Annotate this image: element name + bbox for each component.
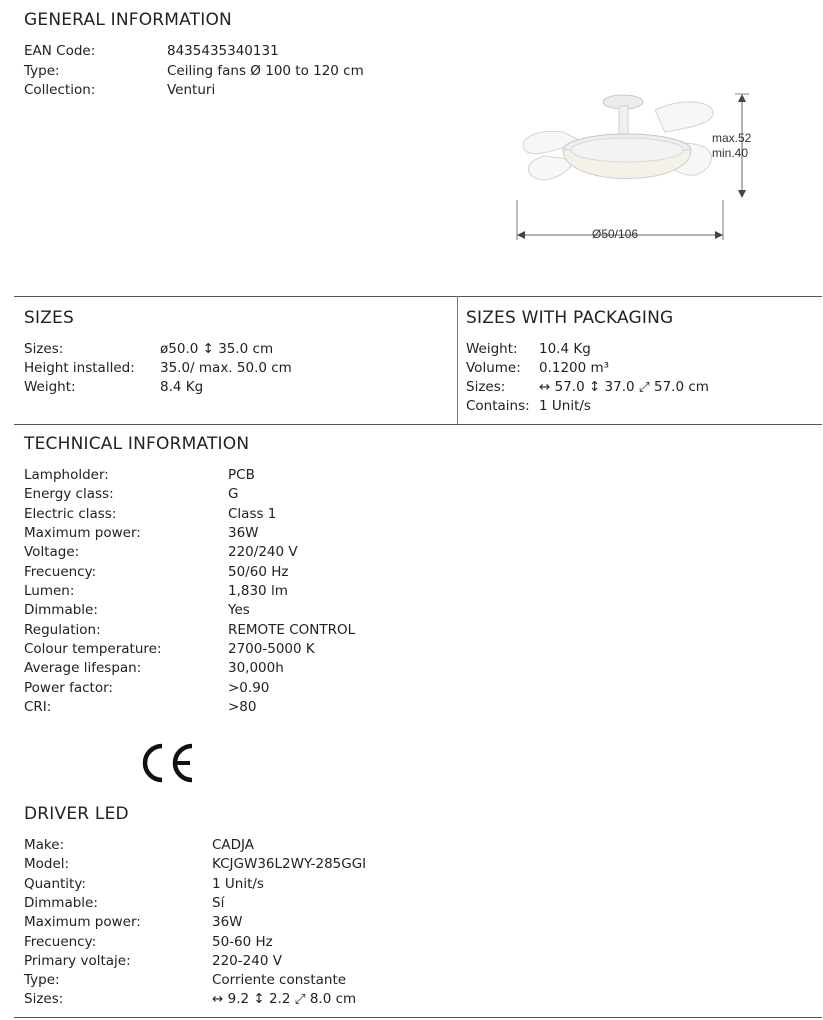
table-row	[466, 359, 806, 378]
row-label: Voltage:	[24, 544, 80, 560]
row-label: Frecuency:	[24, 934, 97, 950]
table-row	[24, 81, 424, 100]
table-row	[24, 485, 444, 504]
row-value: Class 1	[228, 506, 277, 522]
product-dimension-diagram	[505, 88, 765, 248]
row-label: Type:	[24, 63, 60, 79]
row-value: Corriente constante	[212, 972, 347, 988]
row-label: Volume:	[466, 360, 521, 376]
table-row	[24, 340, 444, 359]
row-value: 36W	[228, 525, 259, 541]
row-label: Maximum power:	[24, 914, 141, 930]
row-value: 50/60 Hz	[228, 564, 289, 580]
row-label: EAN Code:	[24, 43, 96, 59]
row-value: CADJA	[212, 837, 255, 853]
height-dimension-label	[712, 131, 751, 161]
row-value: PCB	[228, 467, 255, 483]
table-row	[24, 42, 424, 61]
table-row	[24, 505, 444, 524]
row-label: Colour temperature:	[24, 641, 162, 657]
row-value: 220/240 V	[228, 544, 298, 560]
row-value: 220-240 V	[212, 953, 282, 969]
row-label: Maximum power:	[24, 525, 141, 541]
width-dimension-label: Ø50/106	[592, 227, 639, 241]
row-value: 30,000h	[228, 660, 284, 676]
row-value: Yes	[228, 602, 250, 618]
max-height-label: max.52	[712, 131, 752, 145]
row-value: Ceiling fans Ø 100 to 120 cm	[167, 63, 364, 79]
row-label: Contains:	[466, 398, 530, 414]
row-value: 1 Unit/s	[539, 398, 591, 414]
row-label: Average lifespan:	[24, 660, 142, 676]
row-label: Frecuency:	[24, 564, 97, 580]
table-row	[466, 378, 806, 397]
row-value: Venturi	[167, 82, 216, 98]
row-value: 0.1200 m³	[539, 360, 610, 376]
row-label: Electric class:	[24, 506, 117, 522]
table-row	[24, 990, 444, 1009]
row-label: Energy class:	[24, 486, 114, 502]
row-value: ↔ 57.0 ↕ 37.0 ⤢ 57.0 cm	[539, 379, 709, 395]
table-row	[24, 621, 444, 640]
row-value: G	[228, 486, 239, 502]
table-row	[24, 563, 444, 582]
table-row	[24, 679, 444, 698]
table-row	[24, 524, 444, 543]
driver-led-heading: DRIVER LED	[24, 804, 129, 824]
column-divider	[457, 296, 458, 424]
row-value: Sí	[212, 895, 225, 911]
row-label: CRI:	[24, 699, 52, 715]
row-label: Make:	[24, 837, 65, 853]
ce-mark-icon	[140, 742, 196, 784]
row-label: Regulation:	[24, 622, 101, 638]
table-row	[24, 875, 444, 894]
row-value: 50-60 Hz	[212, 934, 273, 950]
table-row	[466, 340, 806, 359]
table-row	[24, 894, 444, 913]
row-label: Weight:	[24, 379, 76, 395]
table-row	[24, 913, 444, 932]
section-divider	[14, 296, 822, 297]
table-row	[466, 397, 806, 416]
row-label: Sizes:	[24, 341, 64, 357]
technical-information-heading: TECHNICAL INFORMATION	[24, 434, 250, 454]
row-label: Weight:	[466, 341, 518, 357]
general-information-heading: GENERAL INFORMATION	[24, 10, 232, 30]
table-row	[24, 378, 444, 397]
row-label: Dimmable:	[24, 895, 98, 911]
row-label: Lampholder:	[24, 467, 109, 483]
row-label: Model:	[24, 856, 70, 872]
row-label: Primary voltaje:	[24, 953, 131, 969]
table-row	[24, 62, 424, 81]
ceiling-fan-drawing	[523, 95, 713, 180]
row-value: KCJGW36L2WY-285GGI	[212, 856, 367, 872]
row-value: 36W	[212, 914, 243, 930]
sizes-with-packaging-heading: SIZES WITH PACKAGING	[466, 308, 674, 328]
row-label: Sizes:	[24, 991, 64, 1007]
row-label: Dimmable:	[24, 602, 98, 618]
row-value: 1,830 lm	[228, 583, 288, 599]
table-row	[24, 855, 444, 874]
table-row	[24, 933, 444, 952]
row-value: 1 Unit/s	[212, 876, 264, 892]
table-row	[24, 836, 444, 855]
table-row	[24, 971, 444, 990]
sizes-heading: SIZES	[24, 308, 74, 328]
table-row	[24, 543, 444, 562]
table-row	[24, 582, 444, 601]
table-row	[24, 466, 444, 485]
table-row	[24, 659, 444, 678]
row-value: 35.0/ max. 50.0 cm	[160, 360, 292, 376]
section-divider	[14, 1017, 822, 1018]
row-value: 8435435340131	[167, 43, 279, 59]
row-value: ↔ 9.2 ↕ 2.2 ⤢ 8.0 cm	[212, 991, 357, 1007]
table-row	[24, 359, 444, 378]
row-label: Sizes:	[466, 379, 506, 395]
row-value: 2700-5000 K	[228, 641, 315, 657]
table-row	[24, 952, 444, 971]
row-value: 8.4 Kg	[160, 379, 204, 395]
row-label: Type:	[24, 972, 60, 988]
min-height-label: min.40	[712, 146, 749, 160]
table-row	[24, 601, 444, 620]
row-label: Power factor:	[24, 680, 113, 696]
row-value: 10.4 Kg	[539, 341, 591, 357]
row-label: Lumen:	[24, 583, 75, 599]
row-value: >80	[228, 699, 257, 715]
row-value: ø50.0 ↕ 35.0 cm	[160, 341, 274, 357]
table-row	[24, 640, 444, 659]
row-label: Height installed:	[24, 360, 135, 376]
table-row	[24, 698, 444, 717]
section-divider	[14, 424, 822, 425]
row-label: Quantity:	[24, 876, 86, 892]
row-value: REMOTE CONTROL	[228, 622, 356, 638]
row-value: >0.90	[228, 680, 270, 696]
row-label: Collection:	[24, 82, 96, 98]
